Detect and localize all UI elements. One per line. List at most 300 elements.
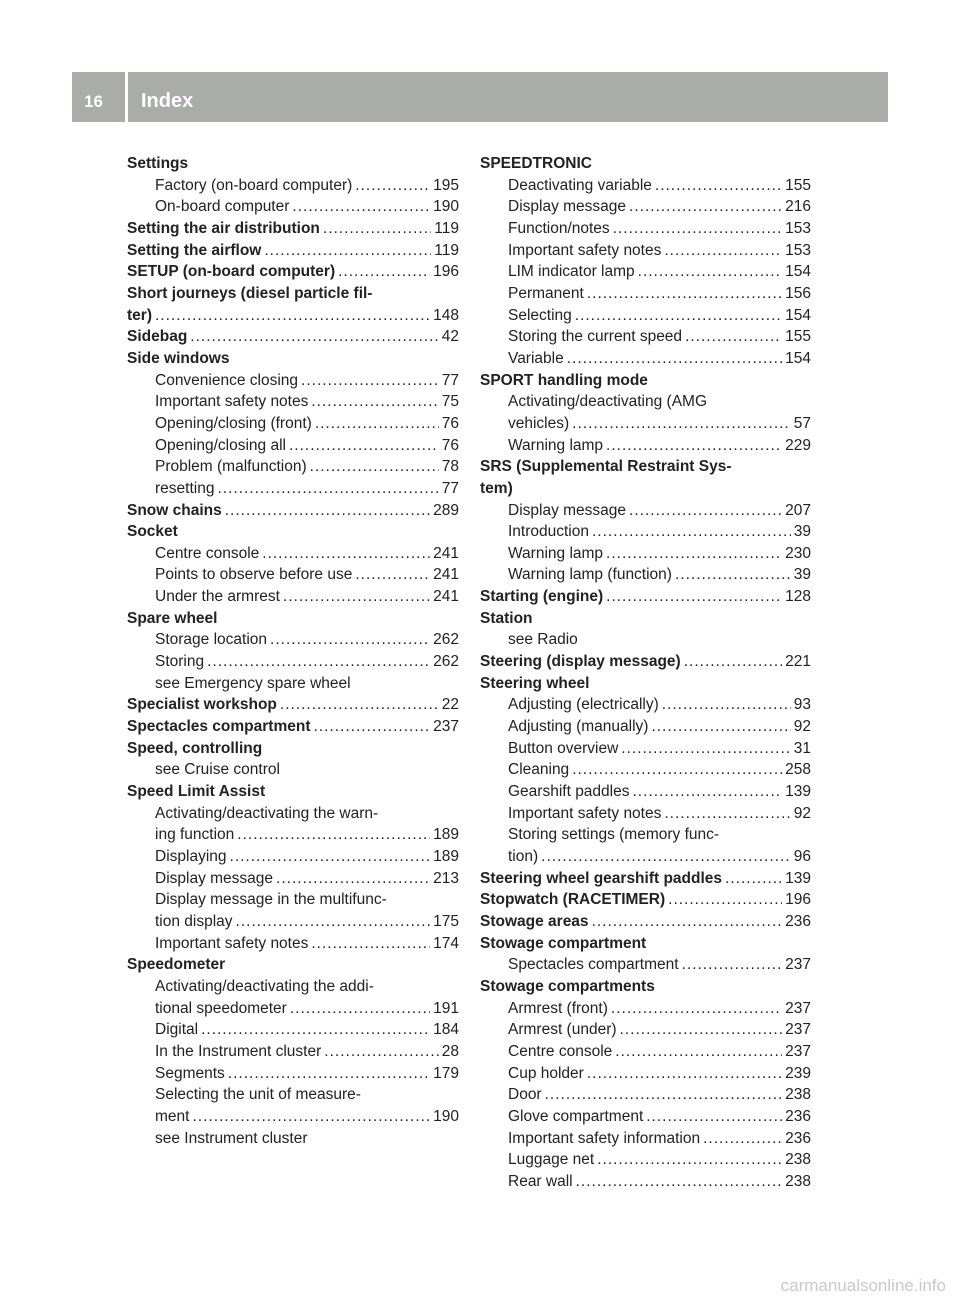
index-entry (480, 651, 811, 673)
page-reference: 237 (433, 718, 459, 736)
page-reference: 77 (441, 479, 459, 497)
index-subentry (127, 1019, 459, 1041)
dot-leader (684, 651, 782, 673)
dot-leader (675, 564, 791, 586)
dot-leader (355, 175, 430, 197)
entry-text: Display message (508, 501, 627, 519)
index-entry (480, 673, 811, 695)
dot-leader (576, 1171, 783, 1193)
dot-leader (646, 1106, 782, 1128)
entry-text: Deactivating variable (508, 176, 652, 194)
index-subentry (480, 1019, 811, 1041)
dot-leader (662, 694, 791, 716)
page-reference: 155 (785, 176, 811, 194)
index-entry (480, 370, 811, 392)
page-reference: 154 (785, 349, 811, 367)
index-subentry (480, 846, 811, 868)
index-subentry (480, 413, 811, 435)
index-entry (127, 305, 459, 327)
index-subentry (480, 543, 811, 565)
entry-text: tional speedometer (155, 999, 287, 1017)
index-subentry (127, 391, 459, 413)
entry-text: Cleaning (508, 761, 570, 779)
page-reference: 236 (785, 1129, 811, 1147)
entry-text: On-board computer (155, 198, 290, 216)
page-reference: 262 (433, 631, 459, 649)
index-entry (127, 521, 459, 543)
page-reference: 236 (785, 912, 811, 930)
entry-text: Button overview (508, 739, 619, 757)
index-entry (127, 326, 459, 348)
index-subentry (127, 998, 459, 1020)
page-reference: 77 (441, 371, 459, 389)
page-reference: 119 (434, 241, 459, 259)
dot-leader (225, 500, 430, 522)
index-subentry (480, 824, 811, 846)
entry-text: Spectacles compartment (127, 718, 311, 736)
index-entry (127, 716, 459, 738)
entry-text: Socket (127, 523, 178, 541)
entry-text: Permanent (508, 284, 584, 302)
dot-leader (587, 1063, 782, 1085)
dot-leader (190, 326, 438, 348)
dot-leader (315, 413, 439, 435)
index-subentry (480, 716, 811, 738)
entry-text: Selecting the unit of measure- (155, 1086, 361, 1104)
dot-leader (572, 413, 791, 435)
entry-text: Display message (508, 198, 627, 216)
entry-text: Steering wheel gearshift paddles (480, 869, 723, 887)
index-subentry (127, 586, 459, 608)
index-subentry (480, 240, 811, 262)
page-reference: 289 (433, 501, 459, 519)
page-reference: 119 (434, 219, 459, 237)
dot-leader (217, 478, 438, 500)
dot-leader (541, 846, 791, 868)
page-reference: 237 (785, 956, 811, 974)
entry-text: ment (155, 1107, 190, 1125)
dot-leader (262, 543, 430, 565)
entry-text: Activating/deactivating the warn- (155, 804, 379, 822)
entry-text: Important safety notes (508, 804, 662, 822)
entry-text: Armrest (front) (508, 999, 608, 1017)
index-subentry (127, 1063, 459, 1085)
index-subentry (480, 629, 811, 651)
entry-text: Spectacles compartment (508, 956, 679, 974)
entry-text: Setting the airflow (127, 241, 262, 259)
page-reference: 229 (785, 436, 811, 454)
index-subentry (127, 759, 459, 781)
index-subentry (480, 1128, 811, 1150)
dot-leader (587, 283, 782, 305)
dot-leader (725, 868, 782, 890)
entry-text: Door (508, 1086, 542, 1104)
index-subentry (480, 759, 811, 781)
page-reference: 139 (785, 869, 811, 887)
entry-text: Adjusting (electrically) (508, 696, 659, 714)
index-entry (127, 954, 459, 976)
index-subentry (480, 954, 811, 976)
index-subentry (480, 261, 811, 283)
dot-leader (620, 1019, 783, 1041)
page-reference: 154 (785, 306, 811, 324)
dot-leader (682, 954, 783, 976)
entry-text: Settings (127, 155, 189, 172)
index-entry (480, 889, 811, 911)
entry-text: Storing the current speed (508, 328, 683, 346)
page-reference: 76 (441, 436, 459, 454)
entry-text: Steering (display message) (480, 653, 681, 671)
index-entry (127, 218, 459, 240)
page-reference: 57 (793, 414, 811, 432)
index-entry (127, 694, 459, 716)
page-reference: 196 (433, 263, 459, 281)
page-reference: 238 (785, 1172, 811, 1190)
entry-text: Warning lamp (508, 436, 604, 454)
entry-text: ter) (127, 306, 152, 324)
index-entry (127, 348, 459, 370)
page-reference: 92 (793, 804, 811, 822)
index-subentry (480, 218, 811, 240)
page-reference: 189 (433, 848, 459, 865)
index-subentry (127, 976, 459, 998)
dot-leader (611, 998, 782, 1020)
index-subentry (480, 521, 811, 543)
dot-leader (575, 305, 782, 327)
dot-leader (207, 651, 430, 673)
index-entry (127, 738, 459, 760)
dot-leader (629, 196, 782, 218)
dot-leader (276, 868, 430, 890)
dot-leader (323, 218, 431, 240)
dot-leader (230, 846, 431, 868)
index-subentry (480, 564, 811, 586)
index-subentry (127, 1041, 459, 1063)
entry-text: Digital (155, 1021, 199, 1039)
index-subentry (127, 1106, 459, 1128)
entry-text: LIM indicator lamp (508, 263, 635, 281)
dot-leader (572, 759, 782, 781)
dot-leader (615, 1041, 782, 1063)
entry-text: Side windows (127, 349, 230, 367)
dot-leader (292, 196, 430, 218)
index-entry (480, 608, 811, 630)
index-subentry (127, 1084, 459, 1106)
dot-leader (703, 1128, 782, 1150)
entry-text: Segments (155, 1064, 225, 1082)
page-reference: 216 (785, 198, 811, 216)
entry-text: Storing (155, 653, 205, 671)
dot-leader (668, 889, 782, 911)
index-subentry (127, 651, 459, 673)
entry-text: see Cruise control (155, 761, 280, 779)
entry-text: Cup holder (508, 1064, 584, 1082)
entry-text: Stowage compartments (480, 977, 655, 995)
index-subentry (480, 1171, 811, 1193)
dot-leader (655, 175, 782, 197)
dot-leader (545, 1084, 783, 1106)
index-subentry (127, 889, 459, 911)
page-reference: 241 (433, 566, 459, 584)
dot-leader (192, 1106, 430, 1128)
entry-text: Glove compartment (508, 1107, 644, 1125)
index-entry (127, 240, 459, 262)
page-reference: 139 (785, 783, 811, 801)
entry-text: Stowage compartment (480, 934, 647, 952)
index-subentry (127, 175, 459, 197)
index-subentry (127, 868, 459, 890)
page-reference: 31 (793, 739, 811, 757)
page-reference: 39 (793, 523, 811, 541)
entry-text: SPEEDTRONIC (480, 155, 592, 172)
index-subentry (127, 846, 459, 868)
index-entry (480, 911, 811, 933)
page-reference: 96 (793, 848, 811, 865)
section-title: Index (141, 90, 194, 112)
entry-text: tem) (480, 479, 513, 497)
entry-text: see Radio (508, 631, 578, 649)
entry-text: Important safety notes (508, 241, 662, 259)
index-subentry (480, 694, 811, 716)
dot-leader (324, 1041, 438, 1063)
dot-leader (155, 305, 430, 327)
entry-text: Variable (508, 349, 564, 367)
page-reference: 174 (433, 934, 459, 952)
index-subentry (480, 326, 811, 348)
page-reference: 241 (433, 588, 459, 606)
entry-text: Introduction (508, 523, 589, 541)
index-subentry (480, 1149, 811, 1171)
page-number: 16 (84, 92, 103, 111)
index-subentry (480, 435, 811, 457)
page-reference: 239 (785, 1064, 811, 1082)
index-subentry (127, 911, 459, 933)
page-reference: 93 (793, 696, 811, 714)
entry-text: Speed, controlling (127, 739, 263, 757)
index-subentry (480, 781, 811, 803)
entry-text: Problem (malfunction) (155, 458, 307, 476)
dot-leader (629, 500, 782, 522)
dot-leader (270, 629, 430, 651)
entry-text: Starting (engine) (480, 588, 604, 606)
index-subentry (127, 370, 459, 392)
index-column-left (127, 153, 459, 1149)
dot-leader (237, 824, 430, 846)
entry-text: see Instrument cluster (155, 1129, 308, 1147)
dot-leader (314, 716, 431, 738)
entry-text: SPORT handling mode (480, 371, 648, 389)
entry-text: Short journeys (diesel particle fil- (127, 284, 373, 302)
entry-text: Snow chains (127, 501, 222, 519)
page-reference: 175 (433, 912, 459, 930)
entry-text: Luggage net (508, 1151, 595, 1169)
index-subentry (480, 1084, 811, 1106)
index-subentry (127, 564, 459, 586)
dot-leader (597, 1149, 782, 1171)
page-reference: 153 (785, 241, 811, 259)
index-entry (480, 153, 811, 175)
entry-text: Under the armrest (155, 588, 280, 606)
index-column-right (480, 153, 811, 1193)
entry-text: vehicles) (508, 414, 570, 432)
index-subentry (127, 196, 459, 218)
page-reference: 191 (433, 999, 459, 1017)
dot-leader (651, 716, 790, 738)
index-entry (127, 500, 459, 522)
index-subentry (127, 478, 459, 500)
dot-leader (338, 261, 430, 283)
header-bar (72, 72, 888, 122)
entry-text: Opening/closing (front) (155, 414, 312, 432)
dot-leader (592, 911, 783, 933)
entry-text: Display message in the multifunc- (155, 891, 387, 909)
dot-leader (592, 521, 791, 543)
page-reference: 237 (785, 999, 811, 1017)
entry-text: Important safety information (508, 1129, 701, 1147)
dot-leader (685, 326, 782, 348)
index-subentry (127, 824, 459, 846)
dot-leader (280, 694, 439, 716)
index-entry (480, 933, 811, 955)
dot-leader (310, 456, 439, 478)
index-subentry (127, 1128, 459, 1150)
dot-leader (606, 435, 782, 457)
entry-text: Centre console (155, 544, 260, 562)
entry-text: Points to observe before use (155, 566, 353, 584)
page-reference: 190 (433, 198, 459, 216)
entry-text: Gearshift paddles (508, 783, 630, 801)
page-reference: 238 (785, 1151, 811, 1169)
page-reference: 78 (441, 458, 459, 476)
index-entry (480, 976, 811, 998)
page-reference: 237 (785, 1042, 811, 1060)
index-subentry (480, 196, 811, 218)
entry-text: Warning lamp (function) (508, 566, 672, 584)
page-reference: 92 (793, 718, 811, 736)
dot-leader (621, 738, 790, 760)
index-subentry (480, 283, 811, 305)
dot-leader (290, 998, 430, 1020)
dot-leader (228, 1063, 430, 1085)
entry-text: Centre console (508, 1042, 613, 1060)
index-subentry (480, 305, 811, 327)
index-subentry (127, 629, 459, 651)
entry-text: Activating/deactivating (AMG (508, 393, 708, 411)
index-subentry (127, 543, 459, 565)
page-reference: 195 (433, 176, 459, 194)
dot-leader (301, 370, 439, 392)
entry-text: Display message (155, 869, 274, 887)
index-subentry (480, 738, 811, 760)
index-subentry (127, 435, 459, 457)
page-reference: 258 (785, 761, 811, 779)
index-subentry (480, 1106, 811, 1128)
entry-text: ing function (155, 826, 235, 844)
page-reference: 156 (785, 284, 811, 302)
dot-leader (664, 803, 790, 825)
entry-text: Armrest (under) (508, 1021, 617, 1039)
entry-text: SRS (Supplemental Restraint Sys- (480, 458, 732, 476)
entry-text: Important safety notes (155, 934, 309, 952)
page-reference: 190 (433, 1107, 459, 1125)
entry-text: tion) (508, 848, 539, 865)
entry-text: Specialist workshop (127, 696, 277, 714)
index-entry (127, 608, 459, 630)
page-reference: 184 (433, 1021, 459, 1039)
index-subentry (480, 803, 811, 825)
entry-text: Rear wall (508, 1172, 573, 1190)
page-reference: 148 (433, 306, 459, 324)
index-subentry (480, 1041, 811, 1063)
entry-text: Displaying (155, 848, 227, 865)
index-entry (480, 586, 811, 608)
page-reference: 153 (785, 219, 811, 237)
entry-text: Opening/closing all (155, 436, 286, 454)
page-reference: 28 (441, 1042, 459, 1060)
page-reference: 196 (785, 891, 811, 909)
page-reference: 155 (785, 328, 811, 346)
page-reference: 75 (441, 393, 459, 411)
page-reference: 39 (793, 566, 811, 584)
entry-text: Convenience closing (155, 371, 299, 389)
header-divider (125, 72, 128, 122)
entry-text: Selecting (508, 306, 572, 324)
dot-leader (567, 348, 782, 370)
entry-text: Activating/deactivating the addi- (155, 977, 374, 995)
page-reference: 236 (785, 1107, 811, 1125)
index-subentry (127, 803, 459, 825)
index-subentry (127, 456, 459, 478)
entry-text: tion display (155, 912, 233, 930)
dot-leader (606, 543, 782, 565)
entry-text: Sidebag (127, 328, 188, 346)
index-subentry (480, 1063, 811, 1085)
page-reference: 262 (433, 653, 459, 671)
entry-text: Warning lamp (508, 544, 604, 562)
dot-leader (606, 586, 782, 608)
entry-text: SETUP (on-board computer) (127, 263, 336, 281)
dot-leader (633, 781, 783, 803)
dot-leader (311, 391, 438, 413)
page-reference: 237 (785, 1021, 811, 1039)
entry-text: Speed Limit Assist (127, 783, 266, 801)
page-reference: 179 (433, 1064, 459, 1082)
page-reference: 42 (441, 328, 459, 346)
page-reference: 207 (785, 501, 811, 519)
page-reference: 189 (433, 826, 459, 844)
index-subentry (480, 500, 811, 522)
index-entry (127, 781, 459, 803)
index-entry (127, 283, 459, 305)
index-subentry (480, 391, 811, 413)
entry-text: see Emergency spare wheel (155, 674, 351, 692)
entry-text: Speedometer (127, 956, 226, 974)
entry-text: Function/notes (508, 219, 610, 237)
index-entry (480, 456, 811, 478)
index-subentry (480, 348, 811, 370)
entry-text: Factory (on-board computer) (155, 176, 353, 194)
page-reference: 241 (433, 544, 459, 562)
index-subentry (480, 998, 811, 1020)
entry-text: Stowage areas (480, 912, 589, 930)
entry-text: Stopwatch (RACETIMER) (480, 891, 666, 909)
entry-text: Station (480, 609, 533, 627)
page-reference: 128 (785, 588, 811, 606)
entry-text: Spare wheel (127, 609, 218, 627)
dot-leader (311, 933, 430, 955)
index-entry (480, 868, 811, 890)
page-reference: 76 (441, 414, 459, 432)
